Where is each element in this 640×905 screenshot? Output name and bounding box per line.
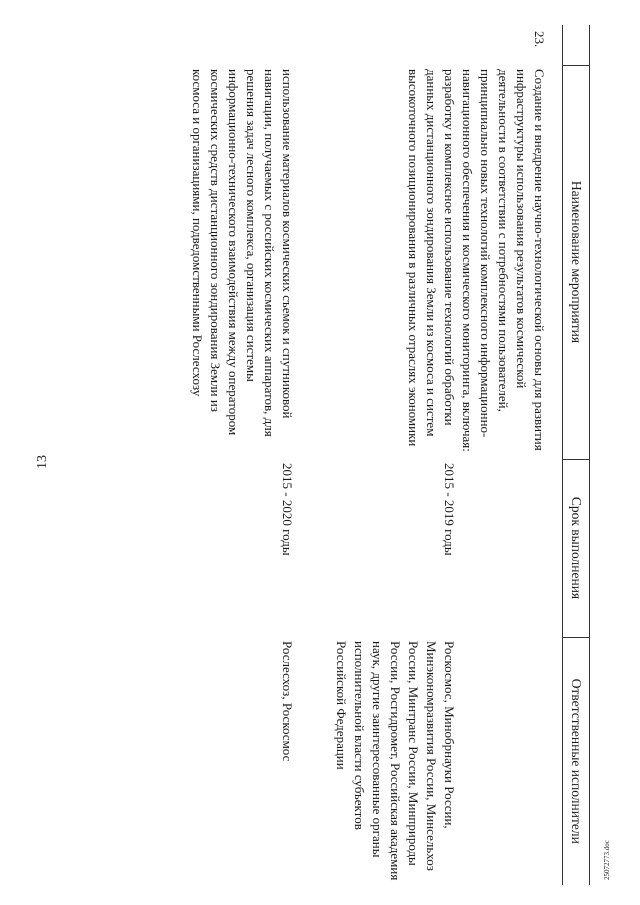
rotated-table-container: [50, 25, 590, 885]
row-name: Создание и внедрение научно-технологической основы для развития инфраструктуры использования результатов космической деятельности в соответствии с потребностями пользователей, принципиально новых технологий комплексного информационно-навигационного обеспечения и космического мониторинга, включая:: [460, 69, 547, 452]
row-name: разработку и комплексное использование технологий обработки данных дистанционного зондирования Земли из космоса и систем высокоточного позиционирования в различных отраслях экономики: [406, 69, 457, 447]
document-code: 25072773.doc: [603, 840, 611, 880]
row-deadline: [458, 459, 563, 637]
row-executors: Рослесхоз, Роскосмос: [280, 641, 295, 762]
row-number: [332, 25, 458, 65]
row-deadline: 2015 - 2019 годы: [442, 463, 457, 556]
header-executors: Ответственные исполнители: [563, 637, 590, 885]
activities-table: [188, 25, 590, 885]
table-row: [332, 25, 458, 885]
row-number: 23.: [532, 31, 547, 48]
header-deadline: Срок выполнения: [563, 459, 590, 637]
header-number: [563, 25, 590, 65]
row-name: использование материалов космических съемок и спутниковой навигации, получаемых с российских космических аппаратов, для решения задач лесного комплекса, организация системы информационно-технического взаимодействия между оператором космических средств дистанционного зондирования Земли из космоса и организациями, подведомственными Рослесхозу: [190, 69, 295, 437]
row-deadline: 2015 - 2020 годы: [280, 463, 295, 556]
table-row: [458, 25, 563, 885]
page-number: 13: [35, 455, 50, 469]
row-executors: Роскосмос, Минобрнауки России, Минэкономразвития России, Минсельхоз России, Минтранс России, Минприроды России, Росгидромет, Российская академия наук, другие заинтересованные органы исполнительной власти субъектов Российской Федерации: [334, 641, 457, 881]
row-number: [188, 25, 332, 65]
table-row: [188, 25, 332, 885]
table-header-row: [563, 25, 590, 885]
row-executors: [458, 637, 563, 885]
header-name: Наименование мероприятия: [563, 65, 590, 459]
